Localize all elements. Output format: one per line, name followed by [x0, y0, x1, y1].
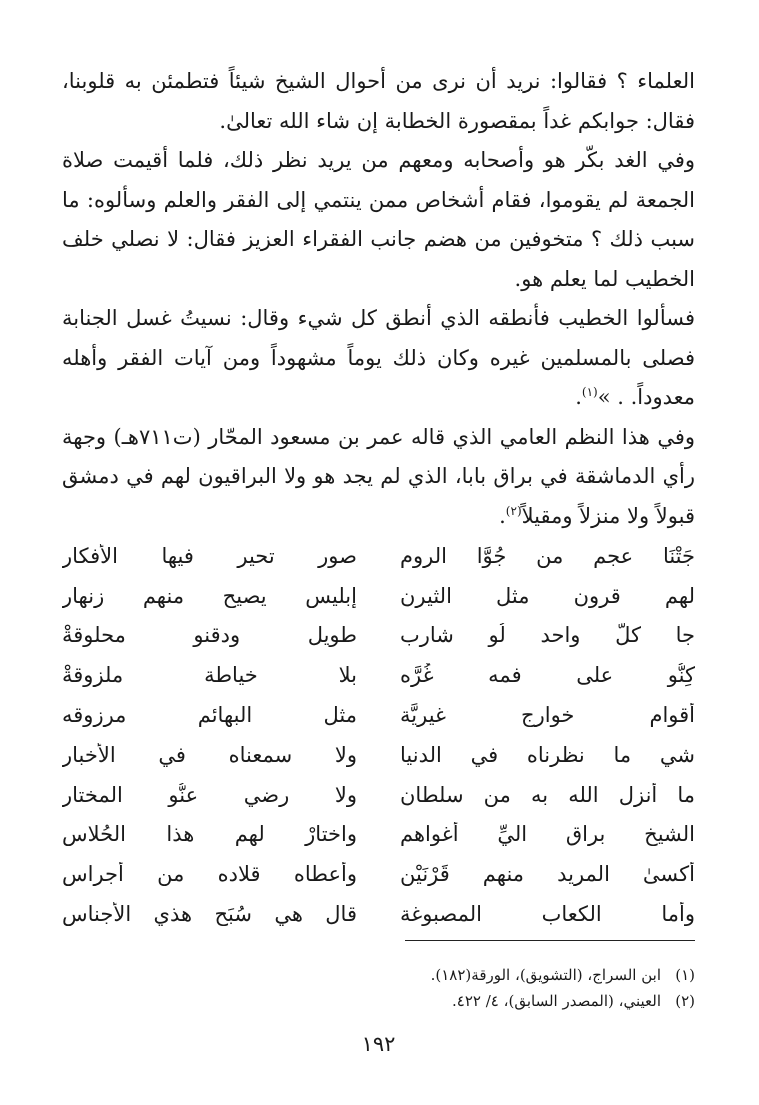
paragraph-1: [62, 62, 695, 141]
verse-second-hemistich: طويل ودقنو محلوقةْ: [62, 623, 357, 648]
paragraph-1-text: العلماء ؟ فقالوا: نريد أن نرى من أحوال الشيخ شيئاً فتطمئن به قلوبنا، فقال: جوابكم غداً بمقصورة الخطابة إن شاء الله تعالىٰ.: [62, 69, 695, 133]
poem-verse: [62, 775, 695, 815]
verse-first-hemistich: جَتْنَا عجم من جُوَّا الروم: [400, 543, 695, 568]
verse-second-hemistich: وأعطاه قلاده من أجراس: [62, 862, 357, 887]
paragraph-2-text: وفي الغد بكّر هو وأصحابه ومعهم من يريد نظر ذلك، فلما أقيمت صلاة الجمعة لم يقوموا، فقام أشخاص ممن ينتمي إلى الفقر والعلم وسألوه: ما سبب ذلك ؟ متخوفين من هضم جانب الفقراء العزيز فقال: لا نصلي خلف الخطيب لما يعلم هو.: [62, 148, 695, 291]
poem-verse: [62, 655, 695, 695]
footnote-ref-2: (٢): [505, 503, 522, 518]
book-page: [62, 62, 695, 1062]
footnote: [62, 962, 695, 988]
paragraph-3-tail: .: [575, 385, 582, 409]
paragraph-2: [62, 141, 695, 299]
verse-second-hemistich: صور تحير فيها الأفكار: [62, 543, 357, 568]
paragraph-4-text: وفي هذا النظم العامي الذي قاله عمر بن مسعود المحّار (ت٧١١هـ) وجهة رأي الدماشقة في براق بابا، الذي لم يجد هو ولا البراقيون لهم في دمشق قبولاً ولا منزلاً ومقيلاً: [62, 424, 695, 528]
footnotes: [62, 962, 695, 1014]
paragraph-3-text: فسألوا الخطيب فأنطقه الذي أنطق كل شيء وقال: نسيتُ غسل الجنابة فصلى بالمسلمين غيره وكان ذلك يوماً مشهوداً ومن آيات الفقر وأهله معدوداً. . »: [62, 306, 695, 409]
paragraph-4-tail: .: [499, 503, 506, 528]
poem-verse: [62, 854, 695, 894]
verse-first-hemistich: وأما الكعاب المصبوغة: [400, 902, 695, 927]
poem-verse: [62, 536, 695, 576]
footnote-text: العيني، (المصدر السابق)، ٤/ ٤٢٢.: [452, 992, 661, 1010]
footnote-number: (١): [675, 966, 695, 984]
paragraph-4: [62, 418, 695, 537]
poem-verse: [62, 735, 695, 775]
verse-first-hemistich: كِنُّو على فمه غُرَّه: [400, 663, 695, 688]
poem-verse: [62, 576, 695, 616]
verse-second-hemistich: قال هي سُبَح هذي الأجناس: [62, 902, 357, 927]
verse-second-hemistich: إبليس يصيح منهم زنهار: [62, 583, 357, 608]
verse-second-hemistich: مثل البهائم مرزوقه: [62, 703, 357, 728]
verse-second-hemistich: واختارْ لهم هذا الحُلاس: [62, 822, 357, 847]
poem-verse: [62, 894, 695, 934]
verse-first-hemistich: شي ما نظرناه في الدنيا: [400, 742, 695, 767]
paragraph-3: [62, 299, 695, 418]
verse-second-hemistich: بلا خياطة ملزوقةْ: [62, 663, 357, 688]
verse-first-hemistich: الشيخ براق اليِّ أغواهم: [400, 822, 695, 847]
poem-block: [62, 536, 695, 934]
footnote-text: ابن السراج، (التشويق)، الورقة(١٨٢).: [430, 966, 661, 984]
verse-second-hemistich: ولا رضي عنُّو المختار: [62, 782, 357, 807]
footnote: [62, 988, 695, 1014]
verse-second-hemistich: ولا سمعناه في الأخبار: [62, 742, 357, 767]
verse-first-hemistich: أكسىٰ المريد منهم قَرْنَيْن: [400, 862, 695, 887]
page-number: ١٩٢: [361, 1032, 396, 1056]
poem-verse: [62, 695, 695, 735]
footnote-ref-1: (١): [581, 385, 598, 399]
verse-first-hemistich: جا كلّ واحد لُو شارب: [400, 623, 695, 648]
verse-first-hemistich: لهم قرون مثل الثيرن: [400, 583, 695, 608]
verse-first-hemistich: ما أنزل الله به من سلطان: [400, 782, 695, 807]
verse-first-hemistich: أقوام خوارج غيريَّة: [400, 703, 695, 728]
poem-verse: [62, 616, 695, 656]
footnote-separator: [405, 940, 695, 941]
poem-verse: [62, 815, 695, 855]
footnote-number: (٢): [675, 992, 695, 1010]
